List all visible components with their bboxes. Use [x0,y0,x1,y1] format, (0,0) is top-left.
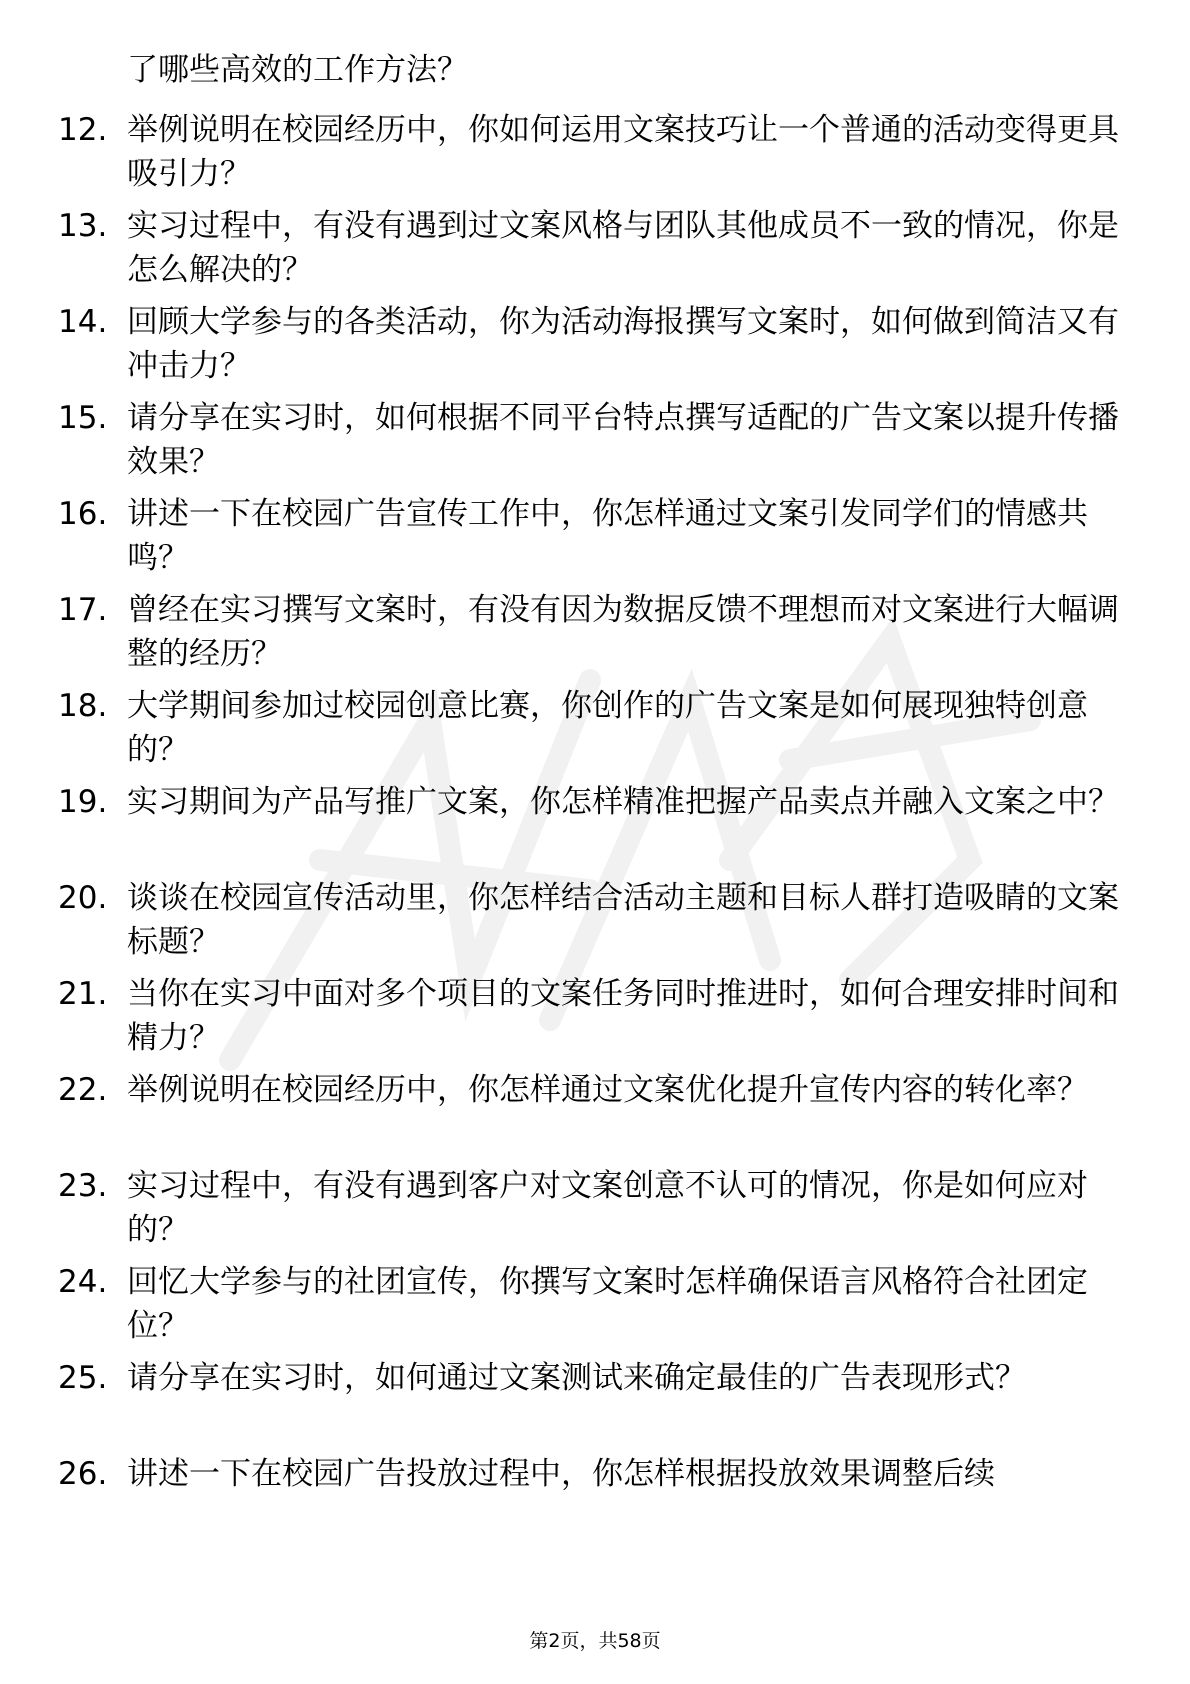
item-text: 实习过程中，有没有遇到客户对文案创意不认可的情况，你是如何应对的？ [127,1168,1088,1248]
item-text: 实习过程中，有没有遇到过文案风格与团队其他成员不一致的情况，你是怎么解决的？ [127,208,1119,288]
item-number: 21. [58,976,108,1012]
item-number: 22. [58,1072,108,1108]
item-number: 13. [58,208,108,244]
item-text: 请分享在实习时，如何通过文案测试来确定最佳的广告表现形式？ [127,1360,1026,1396]
item-text: 曾经在实习撰写文案时，有没有因为数据反馈不理想而对文案进行大幅调整的经历？ [127,592,1119,672]
item-text: 大学期间参加过校园创意比赛，你创作的广告文案是如何展现独特创意的？ [127,688,1088,768]
item-number: 12. [58,112,108,148]
item-number: 23. [58,1168,108,1204]
item-text: 回顾大学参与的各类活动，你为活动海报撰写文案时，如何做到简洁又有冲击力？ [127,304,1119,384]
item-text: 实习期间为产品写推广文案，你怎样精准把握产品卖点并融入文案之中？ [127,784,1119,820]
item-number: 15. [58,400,108,436]
item-number: 24. [58,1264,108,1300]
item-number: 25. [58,1360,108,1396]
item-number: 14. [58,304,108,340]
item-text: 讲述一下在校园广告投放过程中，你怎样根据投放效果调整后续 [127,1456,995,1492]
item-text: 谈谈在校园宣传活动里，你怎样结合活动主题和目标人群打造吸睛的文案标题？ [127,880,1119,960]
item-number: 16. [58,496,108,532]
item-text: 当你在实习中面对多个项目的文案任务同时推进时，如何合理安排时间和精力？ [127,976,1119,1056]
item-text: 回忆大学参与的社团宣传，你撰写文案时怎样确保语言风格符合社团定位？ [127,1264,1088,1344]
item-number: 19. [58,784,108,820]
item-number: 18. [58,688,108,724]
item-number: 17. [58,592,108,628]
item-number: 20. [58,880,108,916]
item-number: 26. [58,1456,108,1492]
continuation-text: 了哪些高效的工作方法？ [127,52,468,88]
item-text: 举例说明在校园经历中，你怎样通过文案优化提升宣传内容的转化率？ [127,1072,1088,1108]
item-text: 举例说明在校园经历中，你如何运用文案技巧让一个普通的活动变得更具吸引力？ [127,112,1119,192]
page-footer: 第2页，共58页 [529,1630,661,1652]
item-text: 讲述一下在校园广告宣传工作中，你怎样通过文案引发同学们的情感共鸣？ [127,496,1088,576]
item-text: 请分享在实习时，如何根据不同平台特点撰写适配的广告文案以提升传播效果？ [127,400,1119,480]
